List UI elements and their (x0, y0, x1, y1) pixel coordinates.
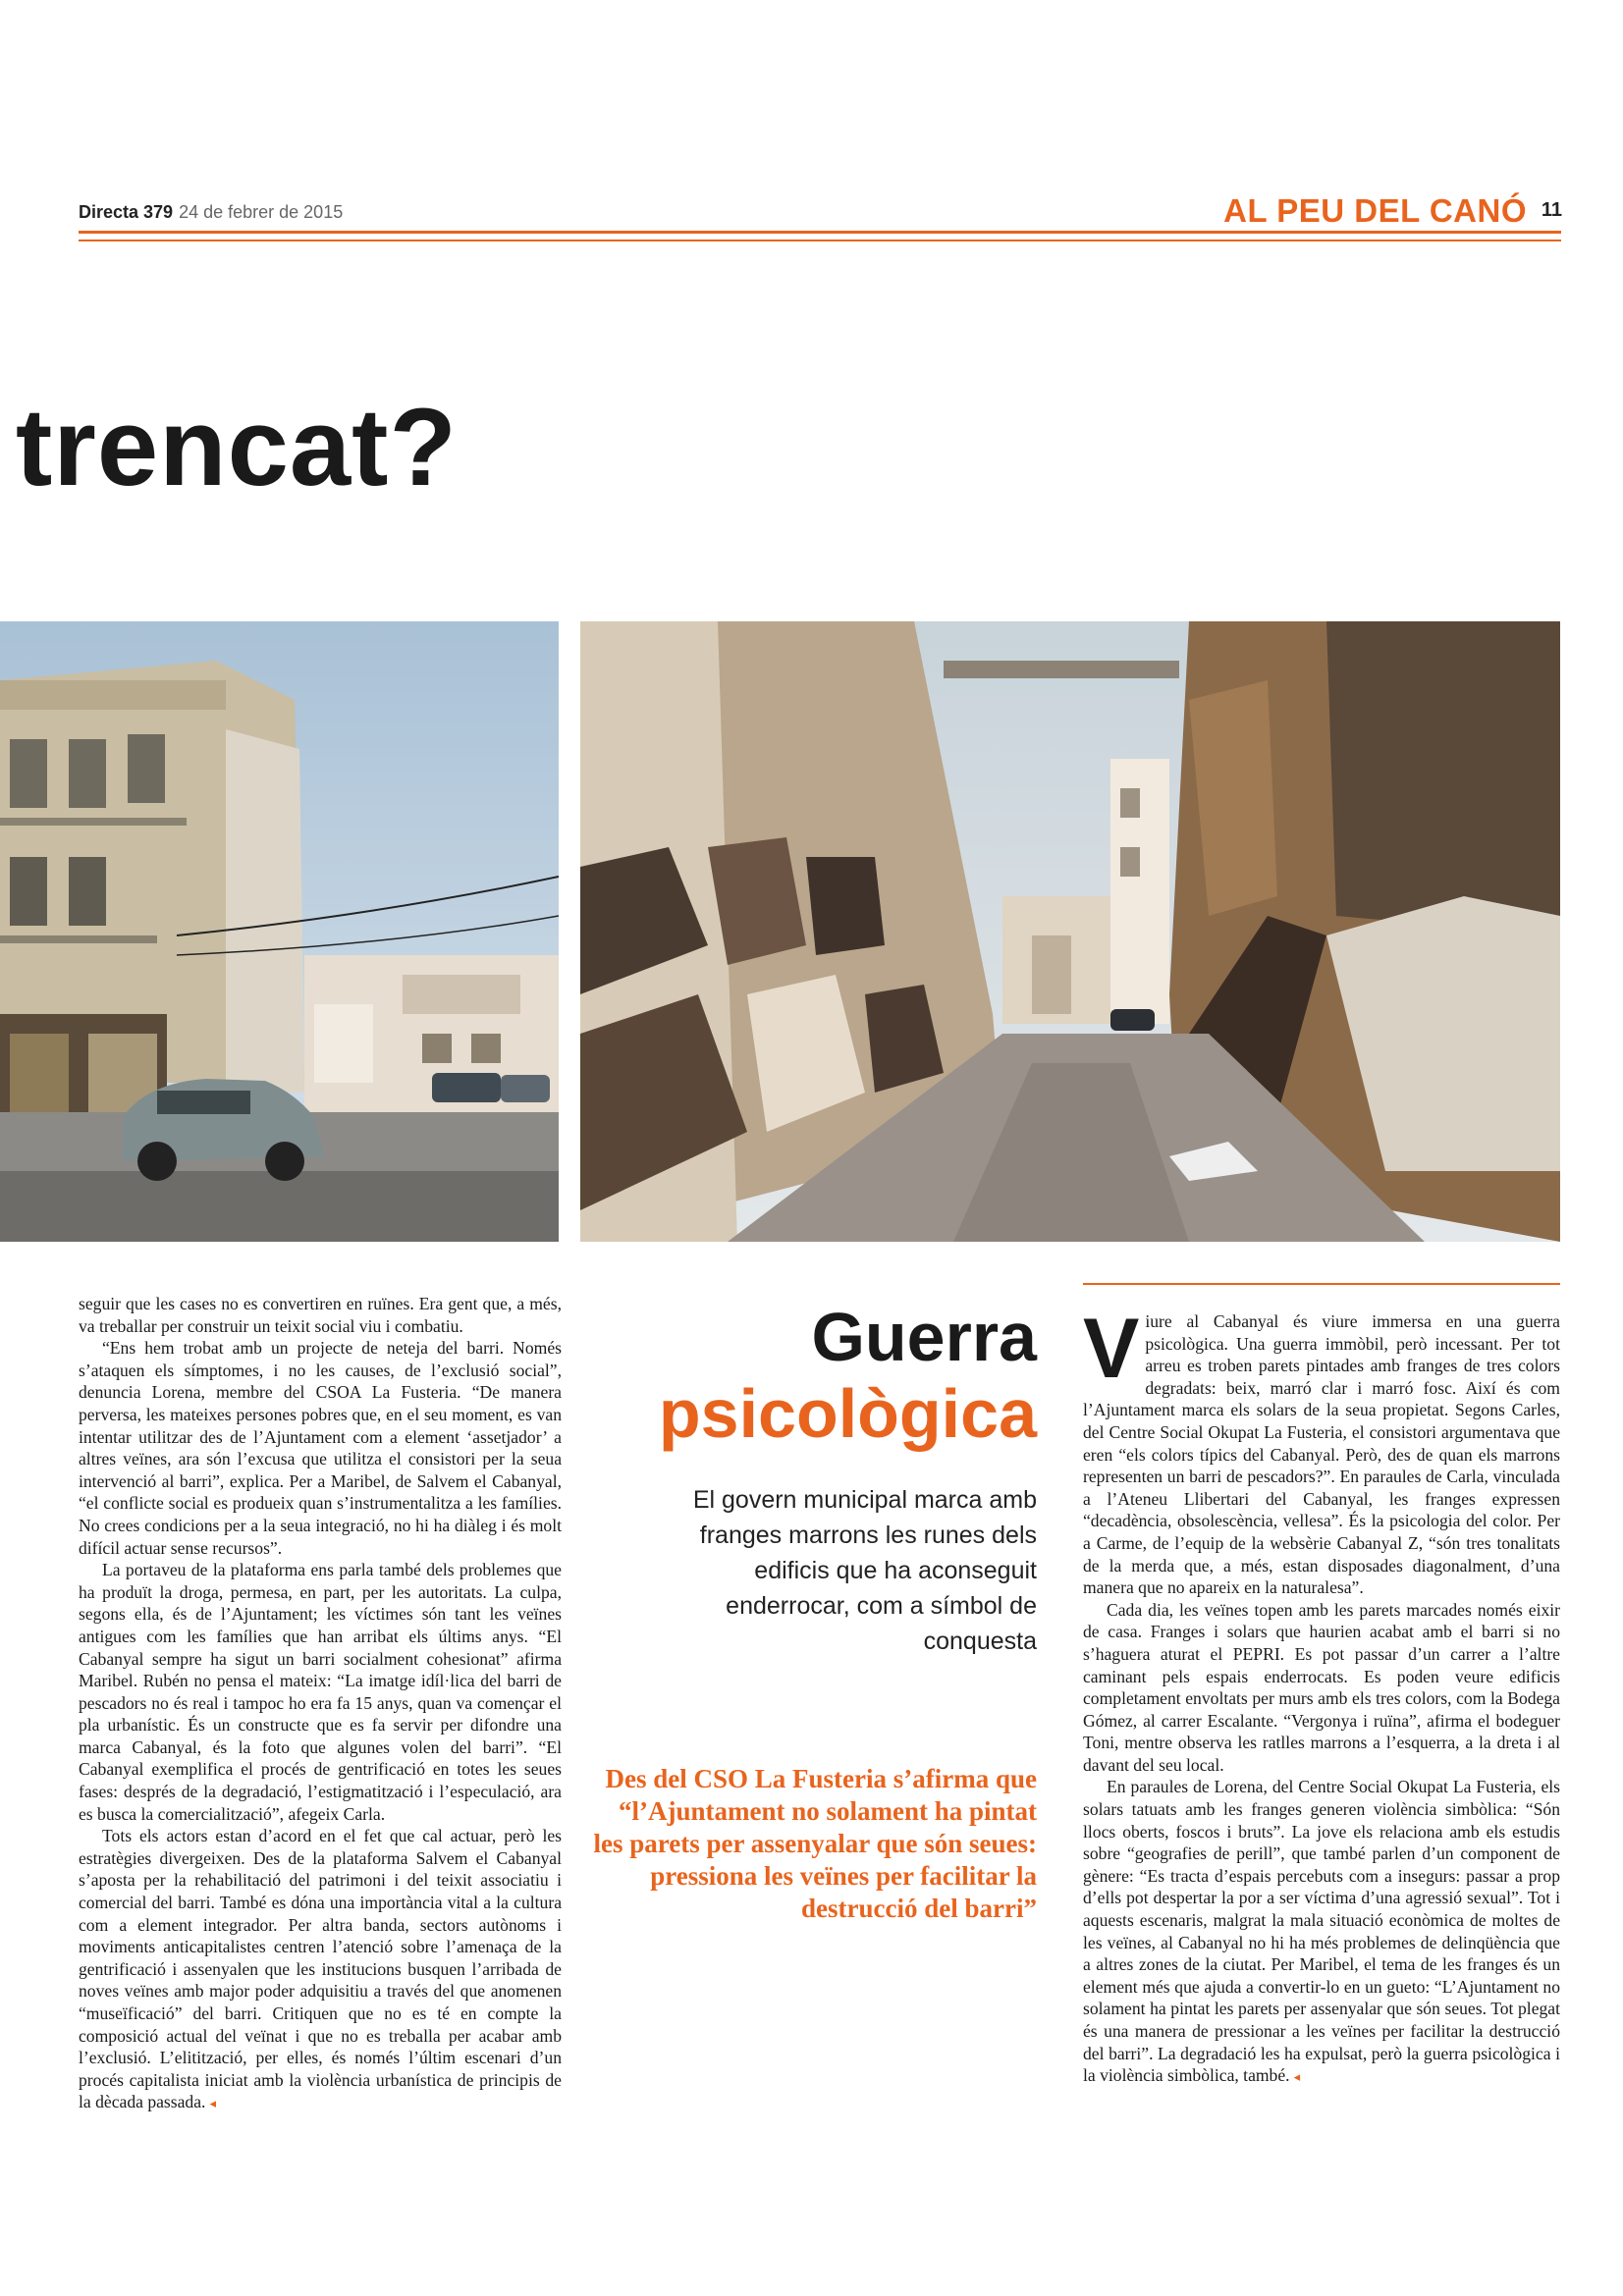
right-paragraph-1-text: iure al Cabanyal és viure immersa en una guerra psicològica. Una guerra immòbil, però incessant. Per tot arreu es troben parets pintades amb franges de tres colors degradats: beix, marró clar i marró fosc. Així és com l’Ajuntament marca els solars de la seua propietat. Segons Carles, del Centre Social Okupat La Fusteria, el consistori argumentava que eren “els colors típics del Cabanyal. Però, des de quan els marrons representen un barri de pescadors?”. En paraules de Carla, vinculada a l’Ateneu Llibertari del Cabanyal, les franges expressen “decadència, obsolescència, vellesa”. És la psicologia del color. Per a Carme, de l’equip de la websèrie Cabanyal Z, “són tres tonalitats de la merda que, a més, estan disposades diagonalment, d’una manera que no apareix en la naturalesa”. (1083, 1311, 1560, 1598)
right-paragraph-2: Cada dia, les veïnes topen amb les parets marcades només eixir de casa. Franges i solars que haurien acabat amb el barri si no s’haguera aturat el PEPRI. Es pot passar d’un carrer a l’altre caminant pels espais enderrocats. Es poden veure edificis completament envoltats per murs amb els tres colors, com la Bodega Gómez, al carrer Escalante. “Vergonya i ruïna”, afirma el bodeguer Toni, mentre observa les ratlles marrons a l’esquerra, a la dreta i al davant del seu local. (1083, 1599, 1560, 1775)
headline-fragment: trencat? (16, 386, 458, 508)
article-left-column (79, 1293, 562, 2115)
left-paragraph-3: La portaveu de la plataforma ens parla també dels problemes que ha produït la droga, permesa, en part, per les autoritats. La culpa, segons ella, és de l’Ajuntament; les víctimes són tant les veïnes antigues com les famílies que han arribat els últims anys. “El Cabanyal sempre ha sigut un barri socialment cohesionat” afirma Maribel. Rubén no pensa el mateix: “La imatge idíl·lica del barri de pescadors no és real i tampoc ho era fa 15 anys, quan va començar el pla urbanístic. És un constructe que es fa servir per difondre una marca Cabanyal, és la foto que algunes volen del barri”. “El Cabanyal exemplifica el procés de gentrificació en totes les seues fases: després de la degradació, l’estigmatització i l’especulació, ara es busca la comercialització”, afegeix Carla. (79, 1560, 562, 1824)
left-paragraph-1: seguir que les cases no es convertiren en ruïnes. Era gent que, a més, va treballar per construir un teixit social viu i combatiu. (79, 1294, 562, 1336)
section-title: AL PEU DEL CANÓ (1223, 192, 1527, 229)
sidebar-title-line2: psicològica (658, 1375, 1037, 1452)
photo-striped-alley (580, 621, 1560, 1242)
publication-date: 24 de febrer de 2015 (179, 202, 344, 222)
left-paragraph-4-text: Tots els actors estan d’acord en el fet que cal actuar, però les estratègies divergeixen. Des de la plataforma Salvem el Cabanyal s’aposta per la rehabilitació del patrimoni i del teixit associatiu i comercial del barri. També es dóna una importància vital a la cultura com a element integrador. Per altra banda, sectors autònoms i moviments anticapitalistes centren l’atenció sobre l’amenaça de la gentrificació i assenyalen que les institucions busquen l’arribada de noves veïnes amb major poder adquisitiu a través del que anomenen “museïficació” del barri. Critiquen que no es té en compte la composició actual del veïnat i que no es treballa per acabar amb l’exclusió. L’elitització, per elles, és només l’últim escenari d’un procés capitalista iniciat amb la violència urbanística de principis de la dècada passada. (79, 1826, 562, 2112)
article-right-column (1083, 1302, 1560, 2089)
right-paragraph-3-text: En paraules de Lorena, del Centre Social Okupat La Fusteria, els solars tatuats amb les franges generen violència simbòlica: “Són llocs oberts, foscos i bruts”. La jove els relaciona amb els estudis sobre “geografies de perill”, que també parlen d’un component de gènere: “Es tracta d’espais percebuts com a insegurs: passar a prop d’ells pot despertar la por a ser víctima d’una agressió sexual”. Tot i aquests escenaris, malgrat la mala situació econòmica de moltes de les veïnes, al Cabanyal no hi ha més problemes de delinqüència que a altres zones de la ciutat. Per Maribel, el tema de les franges és un element més que ajuda a convertir-lo en un gueto: “L’Ajuntament no solament ha pintat les parets per assenyalar que són seues. Tot plegat és una manera de pressionar a les veïnes per facilitar la destrucció del barri”. La degradació les ha expulsat, però la guerra psicològica i la violència simbòlica, també. (1083, 1777, 1560, 2086)
left-paragraph-4 (79, 1825, 562, 2115)
end-mark-icon: ◂ (209, 2096, 216, 2111)
left-paragraph-2: “Ens hem trobat amb un projecte de neteja del barri. Només s’ataquen els símptomes, i no les causes, de l’exclusió social”, denuncia Lorena, membre del CSOA La Fusteria. “De manera perversa, les mateixes persones pobres que, en el seu moment, es van intentar utilitzar des de l’Ajuntament com a element ‘assetjador’ a altres veïnes, ara són l’excusa que utilitza el consistori per la seua intervenció al barri”, explica. Per a Maribel, de Salvem el Cabanyal, “el conflicte social es produeix quan s’instrumentalitza a les famílies. No crees condicions per a la seua integració, no hi ha diàleg i és molt difícil actuar sense recursos”. (79, 1338, 562, 1558)
drop-cap: V (1083, 1302, 1140, 1396)
header-rule-top (79, 231, 1561, 234)
publication-info (79, 202, 343, 223)
sidebar-standfirst: El govern municipal marca amb franges marrons les runes dels edificis que ha aconseguit enderrocar, com a símbol de conquesta (692, 1486, 1037, 1655)
end-mark-icon: ◂ (1293, 2069, 1301, 2085)
page-number: 11 (1541, 199, 1562, 221)
header-rule-bottom (79, 240, 1561, 241)
right-paragraph-3 (1083, 1776, 1560, 2088)
sidebar-title-line1: Guerra (811, 1299, 1037, 1375)
photo-street-car (0, 621, 559, 1242)
right-paragraph-1 (1083, 1302, 1560, 1599)
right-column-rule (1083, 1283, 1560, 1285)
publication-name: Directa 379 (79, 202, 174, 222)
pull-quote: Des del CSO La Fusteria s’afirma que “l’Ajuntament no solament ha pintat les parets per assenyalar que són seues: pressiona les veïnes per facilitar la destrucció del barri” (593, 1764, 1037, 1923)
